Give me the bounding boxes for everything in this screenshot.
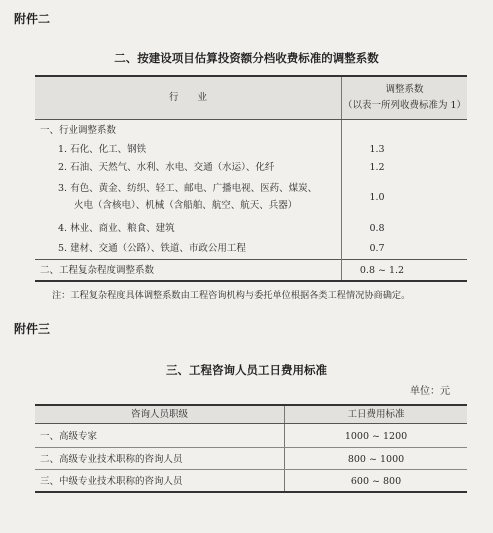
table-row-label: 1. 石化、化工、钢铁 (58, 144, 147, 155)
row-rule (35, 469, 467, 470)
section-rule (35, 259, 467, 260)
table-row-label-cont: 火电（含核电）、机械（含船舶、航空、航天、兵器） (74, 200, 298, 211)
table-bottom-rule (35, 280, 467, 282)
section-complexity-adjust: 二、工程复杂程度调整系数 (40, 265, 155, 276)
table-row-label: 三、中级专业技术职称的咨询人员 (40, 476, 183, 487)
table-row-value: 800 ~ 1000 (347, 454, 405, 465)
table-row-value: 600 ~ 800 (350, 476, 402, 487)
header-industry: 行 业 (168, 92, 207, 103)
table-row-value: 1.3 (369, 144, 385, 155)
table-bottom-rule (35, 491, 467, 493)
annex2-label: 附件二 (14, 12, 51, 26)
header-rule (35, 119, 467, 120)
section-industry-adjust: 一、行业调整系数 (40, 125, 117, 136)
annex2-title: 二、按建设项目估算投资额分档收费标准的调整系数 (114, 51, 379, 65)
header-daily-fee: 工日费用标准 (347, 409, 405, 420)
table-row-value: 1.0 (369, 192, 385, 203)
table-row-label: 3. 有色、黄金、纺织、轻工、邮电、广播电视、医药、煤炭、 (58, 183, 318, 194)
table-top-rule (35, 75, 467, 77)
header-coefficient-note: （以表一所列收费标准为 1） (342, 100, 467, 111)
complexity-value: 0.8 ~ 1.2 (359, 265, 405, 276)
header-rule (35, 423, 467, 424)
table-row-label: 4. 林业、商业、粮食、建筑 (58, 223, 175, 234)
table-row-value: 0.7 (369, 243, 385, 254)
table-row-label: 二、高级专业技术职称的咨询人员 (40, 454, 183, 465)
header-rank: 咨询人员职级 (130, 409, 188, 420)
table-row-label: 2. 石油、天然气、水利、水电、交通（水运）、化纤 (58, 162, 275, 173)
annex3-label: 附件三 (14, 322, 51, 336)
table-row-label: 一、高级专家 (40, 431, 98, 442)
annex3-title: 三、工程咨询人员工日费用标准 (166, 363, 327, 377)
unit-label: 单位：元 (410, 386, 450, 397)
header-coefficient: 调整系数 (385, 84, 424, 95)
row-rule (35, 447, 467, 448)
table-row-value: 1000 ~ 1200 (344, 431, 408, 442)
table-row-value: 0.8 (369, 223, 385, 234)
body-divider (341, 120, 342, 280)
annex2-note: 注：工程复杂程度具体调整系数由工程咨询机构与委托单位根据各类工程情况协商确定。 (52, 290, 411, 301)
table-row-value: 1.2 (369, 162, 385, 173)
table-top-rule (35, 404, 467, 406)
table-row-label: 5. 建材、交通（公路）、铁道、市政公用工程 (58, 243, 246, 254)
